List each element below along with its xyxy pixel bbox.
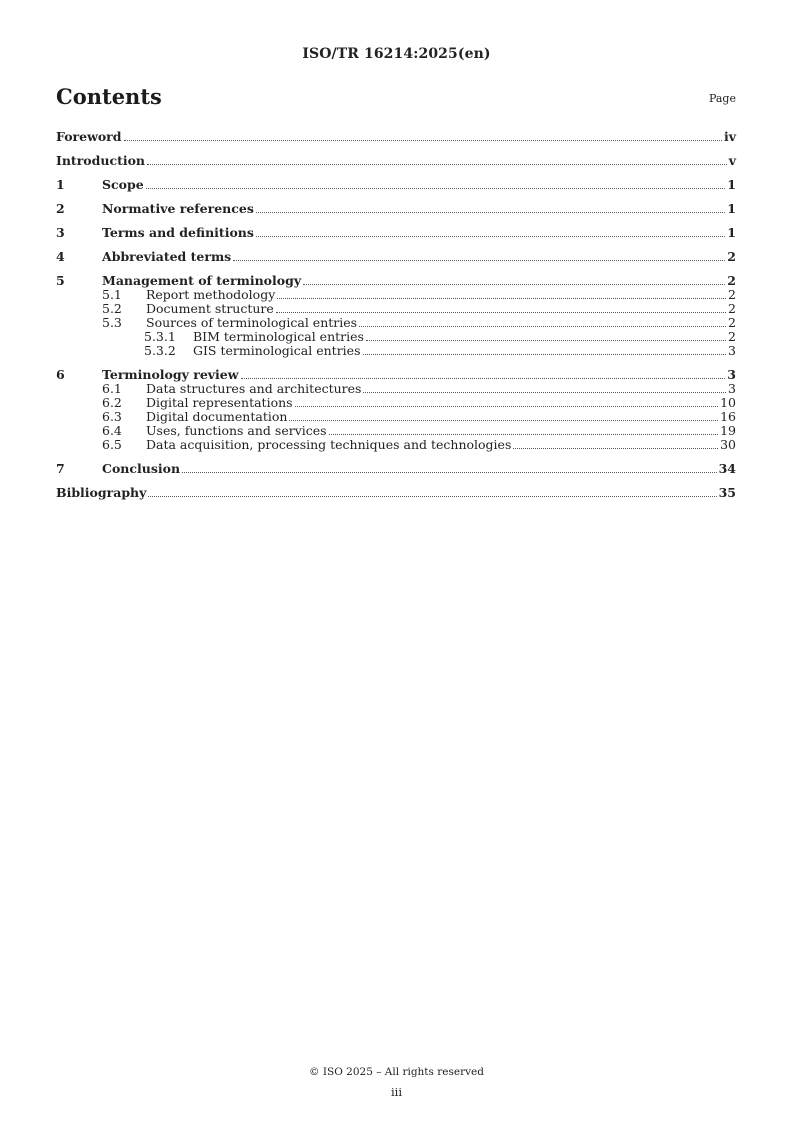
dot-leader <box>124 140 722 141</box>
toc-entry-page[interactable]: 2 <box>728 315 736 330</box>
toc-entry-page[interactable]: 2 <box>728 301 736 316</box>
page-number: iii <box>390 1085 403 1099</box>
toc-entry-label[interactable]: Uses, functions and services <box>146 423 327 438</box>
toc-entry-number: 4 <box>56 249 65 264</box>
toc-entry[interactable] <box>56 330 736 344</box>
toc-entry[interactable] <box>56 316 736 330</box>
toc-entry[interactable] <box>56 396 736 410</box>
page-column-label: Page <box>708 92 736 105</box>
dot-leader <box>276 312 726 313</box>
toc-entry-number: 7 <box>56 461 65 476</box>
toc-entry-page[interactable]: 1 <box>727 225 736 240</box>
dot-leader <box>256 212 725 213</box>
dot-leader <box>289 420 718 421</box>
toc-entry-page[interactable]: 34 <box>718 461 736 476</box>
toc-entry[interactable] <box>56 274 736 288</box>
dot-leader <box>295 406 719 407</box>
dot-leader <box>366 340 726 341</box>
dot-leader <box>277 298 726 299</box>
toc-entry-page[interactable]: v <box>728 153 736 168</box>
toc-entry[interactable] <box>56 202 736 216</box>
toc-entry-label[interactable]: Digital representations <box>146 395 293 410</box>
toc-entry[interactable] <box>56 462 736 476</box>
toc-entry-number: 5.3 <box>102 315 122 330</box>
toc-entry[interactable] <box>56 178 736 192</box>
toc-entry[interactable] <box>56 226 736 240</box>
toc-entry-label[interactable]: Scope <box>102 177 144 192</box>
dot-leader <box>329 434 719 435</box>
dot-leader <box>241 378 726 379</box>
dot-leader <box>303 284 725 285</box>
contents-title: Contents <box>56 84 162 109</box>
toc-entry-page[interactable]: 3 <box>727 367 736 382</box>
toc-entry-label[interactable]: Management of terminology <box>102 273 302 288</box>
toc-entry[interactable] <box>56 368 736 382</box>
toc-entry-number: 1 <box>56 177 65 192</box>
toc-entry[interactable] <box>56 154 736 168</box>
toc-entry-label[interactable]: Introduction <box>56 153 146 168</box>
toc-entry[interactable] <box>56 344 736 358</box>
toc-entry-label[interactable]: Document structure <box>146 301 274 316</box>
toc-entry[interactable] <box>56 424 736 438</box>
contents-title-row <box>56 84 736 114</box>
dot-leader <box>182 472 717 473</box>
toc-entry-page[interactable]: 3 <box>728 381 736 396</box>
toc-entry-label[interactable]: Digital documentation <box>146 409 288 424</box>
toc-entry-page[interactable]: 2 <box>727 249 736 264</box>
toc-entry-page[interactable]: 1 <box>727 177 736 192</box>
toc-entry-page[interactable]: 19 <box>720 423 736 438</box>
dot-leader <box>256 236 725 237</box>
toc-entry-number: 2 <box>56 201 65 216</box>
toc-entry-number: 6.3 <box>102 409 122 424</box>
toc-entry-number: 6.5 <box>102 437 122 452</box>
dot-leader <box>363 392 726 393</box>
toc-entry-number: 5.2 <box>102 301 122 316</box>
toc-entry-number: 5 <box>56 273 65 288</box>
toc-entry-page[interactable]: iv <box>723 129 736 144</box>
toc-entry-label[interactable]: Foreword <box>56 129 122 144</box>
toc-entry-number: 3 <box>56 225 65 240</box>
toc-entry-label[interactable]: Terms and definitions <box>102 225 254 240</box>
dot-leader <box>513 448 718 449</box>
toc-entry[interactable] <box>56 486 736 500</box>
toc-entry-page[interactable]: 2 <box>727 273 736 288</box>
toc-entry-label[interactable]: GIS terminological entries <box>193 343 361 358</box>
dot-leader <box>147 164 727 165</box>
toc-entry-label[interactable]: Data acquisition, processing techniques and technologies <box>146 437 512 452</box>
document-header: ISO/TR 16214:2025(en) <box>302 46 491 62</box>
toc-entry-label[interactable]: BIM terminological entries <box>193 329 364 344</box>
toc-entry-label[interactable]: Bibliography <box>56 485 147 500</box>
toc-entry-page[interactable]: 1 <box>727 201 736 216</box>
dot-leader <box>359 326 726 327</box>
toc-entry[interactable] <box>56 438 736 452</box>
dot-leader <box>233 260 725 261</box>
toc-entry-page[interactable]: 30 <box>720 437 736 452</box>
copyright-notice: © ISO 2025 – All rights reserved <box>309 1066 484 1078</box>
toc-entry-number: 6.1 <box>102 381 122 396</box>
toc-entry-number: 5.1 <box>102 287 122 302</box>
toc-entry-label[interactable]: Normative references <box>102 201 254 216</box>
toc-entry-number: 5.3.2 <box>144 343 176 358</box>
toc-entry-page[interactable]: 10 <box>720 395 736 410</box>
toc-entry-page[interactable]: 3 <box>728 343 736 358</box>
toc-entry-label[interactable]: Terminology review <box>102 367 239 382</box>
toc-entry-page[interactable]: 35 <box>718 485 736 500</box>
toc-entry[interactable] <box>56 250 736 264</box>
toc-entry-label[interactable]: Sources of terminological entries <box>146 315 358 330</box>
toc-entry-label[interactable]: Abbreviated terms <box>102 249 232 264</box>
toc-entry-page[interactable]: 2 <box>728 329 736 344</box>
toc-entry[interactable] <box>56 288 736 302</box>
toc-entry[interactable] <box>56 410 736 424</box>
toc-entry-label[interactable]: Conclusion <box>102 461 181 476</box>
toc-entry-number: 6 <box>56 367 65 382</box>
toc-entry[interactable] <box>56 130 736 144</box>
toc-entry-number: 6.2 <box>102 395 122 410</box>
toc-entry-number: 5.3.1 <box>144 329 176 344</box>
toc-entry-label[interactable]: Report methodology <box>146 287 276 302</box>
toc-entry-number: 6.4 <box>102 423 122 438</box>
toc-entry-page[interactable]: 2 <box>728 287 736 302</box>
toc-entry-label[interactable]: Data structures and architectures <box>146 381 362 396</box>
dot-leader <box>148 496 716 497</box>
dot-leader <box>363 354 727 355</box>
toc-entry[interactable] <box>56 302 736 316</box>
table-of-contents <box>56 130 736 500</box>
toc-entry-page[interactable]: 16 <box>720 409 736 424</box>
dot-leader <box>146 188 726 189</box>
toc-entry[interactable] <box>56 382 736 396</box>
